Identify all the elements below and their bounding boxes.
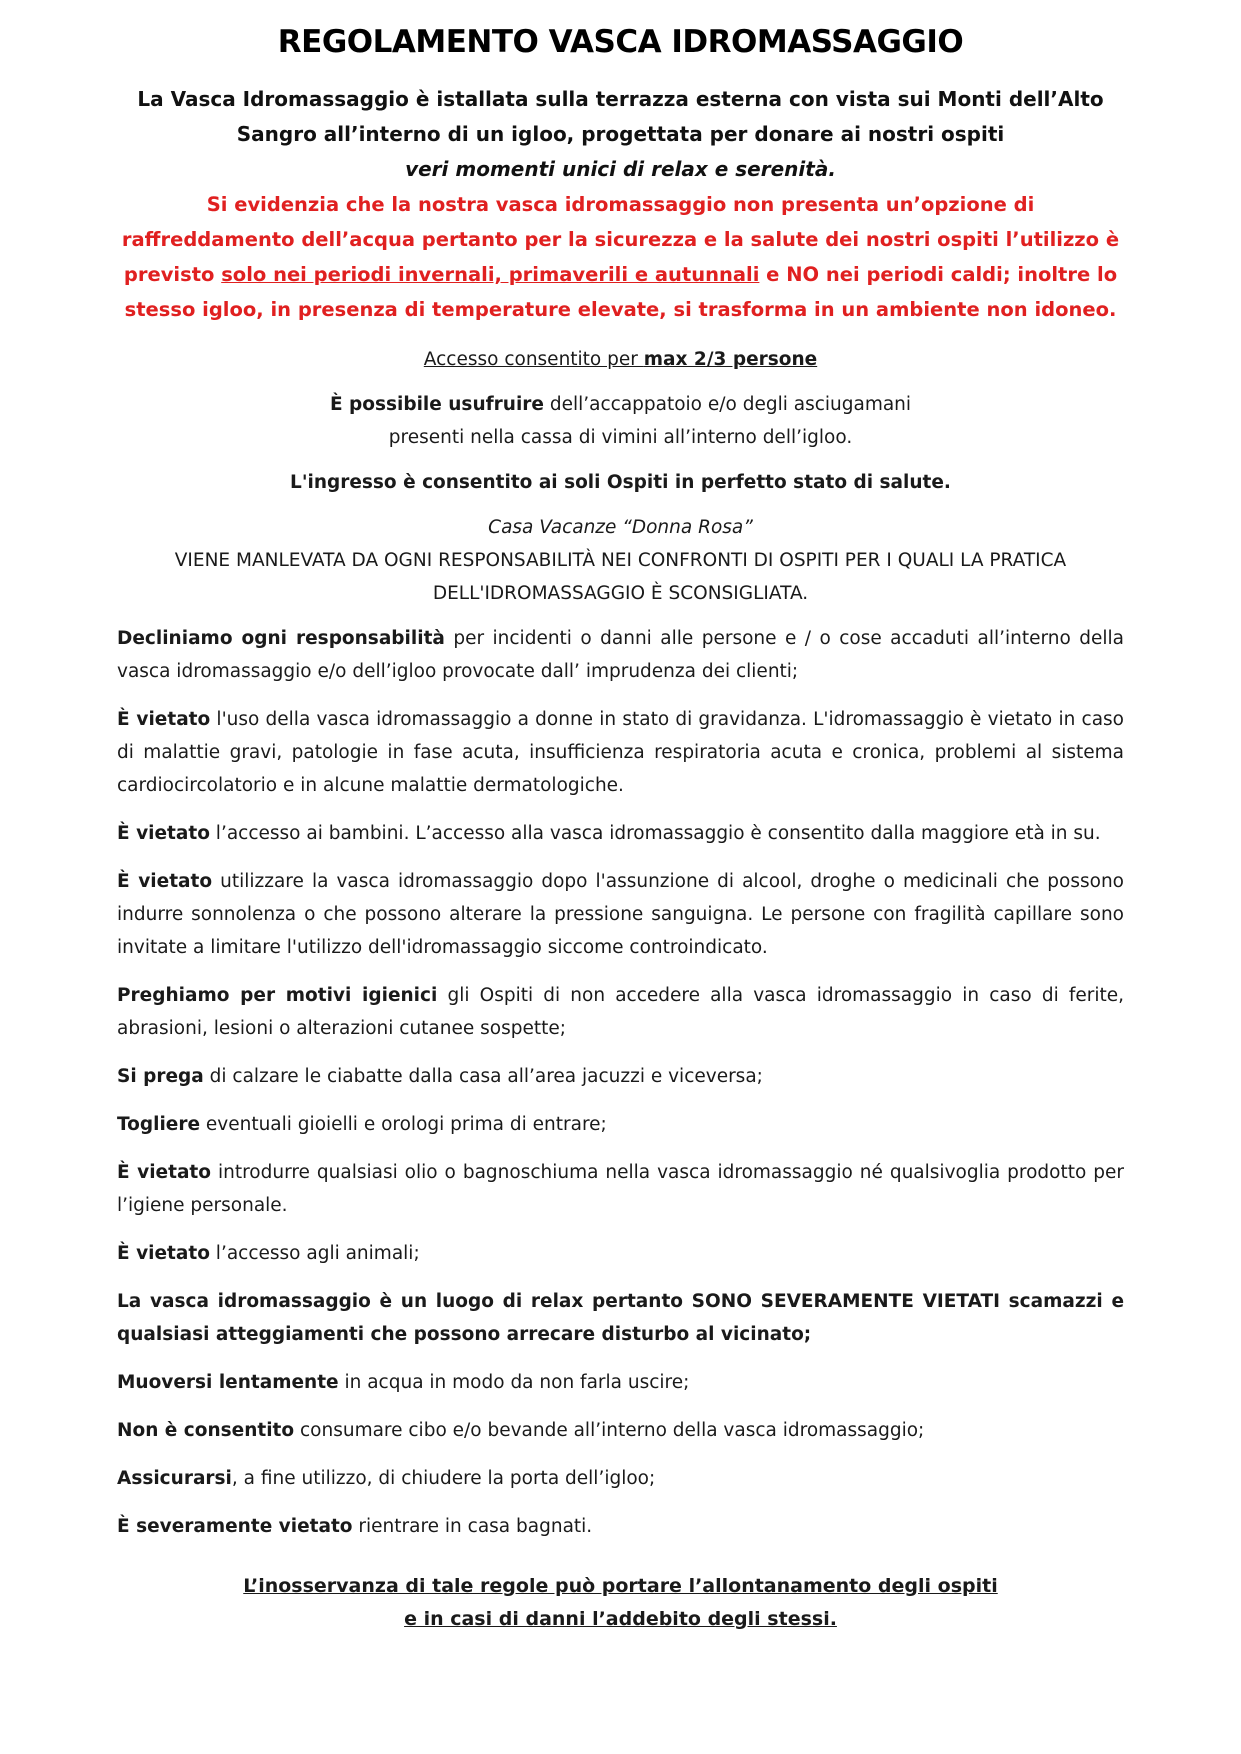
rule-item: [117, 1462, 1124, 1495]
rule-lead: È vietato: [117, 709, 211, 730]
rule-item: [117, 1108, 1124, 1141]
rule-text: l’accesso agli animali;: [209, 1243, 420, 1264]
rule-item: [117, 1285, 1124, 1351]
warning-line-3: previsto solo nei periodi invernali, primaverili e autunnali e NO nei periodi caldi; inoltre lo: [123, 263, 1118, 286]
intro-line-2: Sangro all’interno di un igloo, progettata per donare ai nostri ospiti: [236, 122, 1005, 146]
rule-lead: Assicurarsi: [117, 1468, 232, 1489]
rule-item: [117, 703, 1124, 802]
rule-item: [117, 865, 1124, 964]
rule-item: [117, 1060, 1124, 1093]
rule-text: per incidenti o danni alle persone e / o cose accaduti all’interno della vasca idromassaggio e/o dell’igloo provocate dall’ imprudenza dei clienti;: [117, 628, 1124, 682]
rule-lead: La vasca idromassaggio è un luogo di relax pertanto SONO SEVERAMENTE VIETATI scamazzi e qualsiasi atteggiamenti che possono arrecare disturbo al vicinato;: [117, 1291, 1124, 1345]
rule-text: l'uso della vasca idromassaggio a donne in stato di gravidanza. L'idromassaggio è vietato in caso di malattie gravi, patologie in fase acuta, insufficienza respiratoria acuta e cronica, problemi al sistema cardiocircolatorio e in alcune malattie dermatologiche.: [117, 709, 1124, 796]
access-limit: Accesso consentito per max 2/3 persone: [423, 349, 818, 370]
rule-text: l’accesso ai bambini. L’accesso alla vasca idromassaggio è consentito dalla maggiore età in su.: [209, 823, 1101, 844]
warning-line-4: stesso igloo, in presenza di temperature elevate, si trasforma in un ambiente non idoneo.: [124, 298, 1117, 321]
disclaimer-block: Casa Vacanze “Donna Rosa” VIENE MANLEVATA DA OGNI RESPONSABILITÀ NEI CONFRONTI DI OSPITI PER I QUALI LA PRATICA DELL'IDROMASSAGGIO È SCONSIGLIATA.: [174, 517, 1067, 604]
rule-item: [117, 1414, 1124, 1447]
rule-text: eventuali gioielli e orologi prima di entrare;: [200, 1114, 607, 1135]
rule-lead: È vietato: [117, 1243, 210, 1264]
rule-item: [117, 1510, 1124, 1543]
rule-item: [117, 1237, 1124, 1270]
warning-line-2: raffreddamento dell’acqua pertanto per la sicurezza e la salute dei nostri ospiti l’utilizzo è: [121, 228, 1120, 251]
intro-line-3: veri momenti unici di relax e serenità.: [405, 157, 836, 181]
rule-lead: Non è consentito: [117, 1420, 295, 1441]
rules-list: [117, 622, 1124, 1543]
rule-item: [117, 622, 1124, 688]
rule-text: utilizzare la vasca idromassaggio dopo l'assunzione di alcool, droghe o medicinali che possono indurre sonnolenza o che possono alterare la pressione sanguigna. Le persone con fragilità capillare sono invitate a limitare l'utilizzo dell'idromassaggio siccome controindicato.: [117, 871, 1124, 958]
health-note: L'ingresso è consentito ai soli Ospiti in perfetto stato di salute.: [290, 472, 951, 493]
rule-text: di calzare le ciabatte dalla casa all’area jacuzzi e viceversa;: [203, 1066, 763, 1087]
intro-line-1: La Vasca Idromassaggio è istallata sulla terrazza esterna con vista sui Monti dell’Alto: [137, 87, 1104, 111]
rule-lead: È vietato: [117, 823, 210, 844]
rule-text: rientrare in casa bagnati.: [352, 1516, 593, 1537]
rule-text: introdurre qualsiasi olio o bagnoschiuma nella vasca idromassaggio né qualsivoglia prodotto per l’igiene personale.: [117, 1162, 1124, 1216]
rule-text: in acqua in modo da non farla uscire;: [338, 1372, 690, 1393]
document-title: REGOLAMENTO VASCA IDROMASSAGGIO: [277, 24, 964, 60]
rule-lead: È vietato: [117, 871, 213, 892]
rule-item: [117, 1156, 1124, 1222]
warning-line-1: Si evidenzia che la nostra vasca idromassaggio non presenta un’opzione di: [206, 193, 1035, 216]
rule-text: gli Ospiti di non accedere alla vasca idromassaggio in caso di ferite, abrasioni, lesioni o alterazioni cutanee sospette;: [117, 985, 1125, 1039]
closing-note: L’inosservanza di tale regole può portare l’allontanamento degli ospiti e in casi di danni l’addebito degli stessi.: [243, 1575, 998, 1630]
rule-lead: Si prega: [117, 1066, 204, 1087]
rule-lead: Preghiamo per motivi igienici: [117, 985, 438, 1006]
rule-item: [117, 817, 1124, 850]
warning-seasons: solo nei periodi invernali, primaverili e autunnali: [221, 263, 760, 286]
rule-lead: Decliniamo ogni responsabilità: [117, 628, 445, 649]
rule-text: , a fine utilizzo, di chiudere la porta dell’igloo;: [231, 1468, 656, 1489]
bathrobe-note: È possibile usufruire dell’accappatoio e/o degli asciugamani presenti nella cassa di vimini all’interno dell’igloo.: [329, 394, 912, 448]
rule-lead: È vietato: [117, 1162, 211, 1183]
intro-paragraph: [117, 82, 1124, 187]
rule-lead: Muoversi lentamente: [117, 1372, 339, 1393]
rule-lead: È severamente vietato: [117, 1516, 353, 1537]
rule-item: [117, 979, 1124, 1045]
warning-paragraph: [117, 187, 1124, 327]
rule-text: consumare cibo e/o bevande all’interno della vasca idromassaggio;: [294, 1420, 925, 1441]
rule-lead: Togliere: [117, 1114, 201, 1135]
holiday-home-name: Casa Vacanze “Donna Rosa”: [488, 517, 753, 538]
rule-item: [117, 1366, 1124, 1399]
